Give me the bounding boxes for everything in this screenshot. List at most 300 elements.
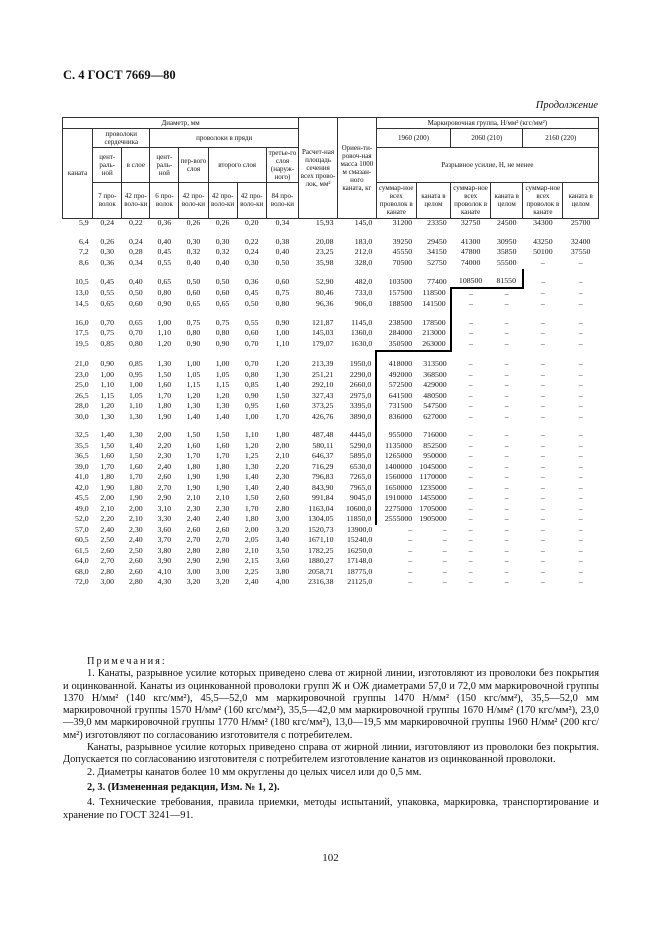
- table-cell: 0,34: [128, 257, 143, 267]
- table-cell: 188500: [388, 299, 413, 309]
- table-cell: 1,05: [128, 390, 143, 400]
- table-cell: 955000: [388, 430, 413, 440]
- table-cell: 0,75: [215, 317, 230, 327]
- table-cell: 1455000: [419, 493, 447, 503]
- table-cell: 1,00: [275, 328, 290, 338]
- table-cell: –: [578, 299, 583, 309]
- table-cell: 2,10: [215, 493, 230, 503]
- table-cell: –: [540, 514, 545, 524]
- table-cell: 3,90: [157, 556, 172, 566]
- table-cell: 1,90: [100, 482, 115, 492]
- table-cell: 2275000: [384, 503, 413, 513]
- table-cell: –: [504, 380, 509, 390]
- table-cell: –: [469, 339, 474, 349]
- table-cell: 1671,10: [308, 535, 334, 545]
- table-cell: 1,50: [186, 430, 201, 440]
- table-cell: 68,0: [75, 566, 89, 576]
- table-cell: 3,80: [157, 545, 172, 555]
- table-cell: –: [578, 369, 583, 379]
- table-cell: 1,00: [244, 411, 259, 421]
- table-row: [63, 578, 599, 589]
- table-cell: 1,30: [186, 401, 201, 411]
- table-cell: –: [578, 430, 583, 440]
- table-cell: –: [504, 369, 509, 379]
- table-cell: 2,70: [157, 482, 172, 492]
- table-cell: 1520,73: [308, 524, 334, 534]
- table-cell: 14,5: [75, 299, 89, 309]
- table-cell: –: [540, 401, 545, 411]
- table-cell: 1,50: [275, 390, 290, 400]
- table-cell: 0,28: [128, 247, 143, 257]
- table-cell: –: [578, 566, 583, 576]
- th-kanata: каната: [63, 129, 93, 218]
- table-cell: 183,0: [354, 236, 373, 246]
- table-cell: 0,75: [275, 288, 290, 298]
- table-cell: 0,40: [275, 247, 290, 257]
- table-cell: 2,00: [100, 493, 115, 503]
- table-cell: 45,5: [75, 493, 89, 503]
- th-force: Разрывное усилие, Н, не менее: [376, 148, 598, 183]
- table-cell: 10600,0: [337, 504, 376, 515]
- table-cell: 0,40: [157, 236, 172, 246]
- table-cell: 0,36: [157, 218, 172, 228]
- table-cell: 1,60: [100, 451, 115, 461]
- table-cell: –: [540, 359, 545, 369]
- table-cell: 1,40: [186, 411, 201, 421]
- table-cell: 0,36: [100, 257, 115, 267]
- table-row: [63, 567, 599, 578]
- table-cell: 2,60: [186, 524, 201, 534]
- table-row: [63, 536, 599, 547]
- table-cell: 3,60: [157, 524, 172, 534]
- table-cell: 212,0: [354, 247, 373, 257]
- table-cell: 991,84: [312, 493, 334, 503]
- th-first-layer: пер-вого слоя: [179, 148, 208, 183]
- table-cell: 3,00: [100, 577, 115, 587]
- table-cell: 251,21: [312, 369, 334, 379]
- table-cell: –: [504, 430, 509, 440]
- table-cell: 0,24: [100, 218, 115, 228]
- table-cell: 1163,04: [308, 503, 334, 513]
- table-cell: 3,00: [215, 566, 230, 576]
- table-cell: 17,5: [75, 328, 89, 338]
- table-cell: 373,25: [312, 401, 334, 411]
- table-cell: 0,30: [244, 257, 259, 267]
- table-cell: 1,00: [100, 369, 115, 379]
- table-cell: 2,20: [157, 440, 172, 450]
- table-cell: –: [578, 545, 583, 555]
- th-wire-count: 42 про-воло-ки: [208, 183, 237, 218]
- th-strand: проволоки в пряди: [150, 129, 299, 148]
- table-cell: –: [504, 299, 509, 309]
- table-cell: 0,26: [215, 218, 230, 228]
- table-cell: 5895,0: [337, 452, 376, 463]
- table-body: [63, 218, 599, 588]
- table-cell: 9045,0: [337, 494, 376, 505]
- table-header: [63, 118, 599, 219]
- table-row: [63, 441, 599, 452]
- table-cell: –: [540, 577, 545, 587]
- table-cell: –: [408, 577, 413, 587]
- table-cell: 0,65: [215, 299, 230, 309]
- table-cell: 1,20: [157, 339, 172, 349]
- table-cell: 2,60: [215, 524, 230, 534]
- table-cell: 3,20: [275, 524, 290, 534]
- table-cell: 11850,0: [337, 515, 376, 526]
- table-cell: 0,60: [186, 288, 201, 298]
- table-row: [63, 557, 599, 568]
- table-cell: 43250: [533, 236, 553, 246]
- table-cell: 0,85: [100, 339, 115, 349]
- table-cell: 2,00: [244, 524, 259, 534]
- table-cell: 35,5: [75, 440, 89, 450]
- table-cell: –: [540, 472, 545, 482]
- table-row: [63, 218, 599, 229]
- table-cell: 2,90: [157, 493, 172, 503]
- table-row: [63, 525, 599, 536]
- table-cell: 1,90: [215, 472, 230, 482]
- table-cell: 20,08: [315, 236, 334, 246]
- table-cell: 2,60: [100, 545, 115, 555]
- continuation-label: Продолжение: [535, 100, 598, 111]
- table-cell: –: [468, 514, 473, 524]
- table-cell: –: [442, 524, 447, 534]
- table-cell: 1,00: [186, 359, 201, 369]
- table-cell: –: [540, 328, 545, 338]
- table-cell: 2058,71: [308, 566, 334, 576]
- table-cell: 1910000: [384, 493, 413, 503]
- table-cell: 30950: [496, 236, 517, 246]
- table-cell: 0,55: [244, 317, 259, 327]
- table-cell: 0,95: [244, 401, 259, 411]
- th-wire-count: 42 про-воло-ки: [179, 183, 208, 218]
- table-cell: 26,5: [75, 390, 89, 400]
- table-cell: 2,00: [128, 503, 143, 513]
- table-cell: 487,48: [312, 430, 334, 440]
- table-cell: 42,0: [75, 482, 89, 492]
- table-cell: 0,80: [244, 369, 259, 379]
- table-cell: 121,87: [312, 317, 334, 327]
- table-cell: 0,26: [100, 236, 115, 246]
- table-cell: 45550: [392, 247, 413, 257]
- table-cell: 2975,0: [337, 391, 376, 402]
- table-cell: –: [468, 430, 473, 440]
- table-cell: –: [578, 493, 583, 503]
- th-wire-count: 84 про-воло-ки: [266, 183, 298, 218]
- table-cell: 547500: [423, 401, 447, 411]
- table-cell: –: [469, 317, 474, 327]
- table-cell: 0,55: [157, 257, 172, 267]
- table-cell: –: [468, 493, 473, 503]
- table-cell: 1,20: [186, 390, 201, 400]
- table-cell: 72,0: [75, 577, 89, 587]
- table-row: [63, 248, 599, 259]
- table-cell: 1235000: [419, 482, 447, 492]
- table-cell: –: [504, 339, 509, 349]
- table-cell: 1,40: [100, 430, 115, 440]
- th-area: Расчет-ная площадь сечения всех прово-лок, мм²: [299, 118, 338, 219]
- table-cell: 350500: [376, 339, 416, 351]
- table-cell: 25,0: [75, 380, 89, 390]
- table-cell: 35850: [496, 247, 517, 257]
- table-cell: 1045000: [419, 461, 447, 471]
- table-cell: –: [504, 524, 509, 534]
- table-cell: 0,32: [215, 247, 230, 257]
- table-cell: 1,60: [128, 461, 143, 471]
- th-wire-count: 42 про-воло-ки: [237, 183, 266, 218]
- table-cell: –: [468, 577, 473, 587]
- table-cell: 2,80: [186, 545, 201, 555]
- table-cell: 1,70: [215, 451, 230, 461]
- table-cell: –: [578, 390, 583, 400]
- table-row: [63, 288, 599, 300]
- table-cell: 24500: [496, 218, 517, 228]
- table-cell: –: [442, 577, 447, 587]
- table-cell: 3,00: [186, 566, 201, 576]
- notes: [63, 656, 599, 822]
- table-cell: 2,30: [157, 451, 172, 461]
- table-cell: –: [504, 411, 509, 421]
- table-cell: 0,75: [186, 317, 201, 327]
- table-cell: –: [442, 545, 447, 555]
- table-cell: 1,15: [100, 390, 115, 400]
- table-row: [63, 546, 599, 557]
- table-cell: 2,00: [157, 430, 172, 440]
- table-cell: 34300: [533, 218, 553, 228]
- table-cell: –: [468, 440, 473, 450]
- table-cell: 2660,0: [337, 381, 376, 392]
- table-row: [63, 412, 599, 423]
- table-cell: 2,60: [157, 472, 172, 482]
- table-cell: –: [578, 328, 583, 338]
- table-cell: –: [540, 257, 545, 267]
- table-cell: 1,15: [186, 380, 201, 390]
- table-cell: –: [540, 317, 545, 327]
- table-cell: 70500: [392, 257, 413, 267]
- table-cell: 1,70: [157, 390, 172, 400]
- table-cell: 39250: [392, 236, 413, 246]
- th-g2160: 2160 (220): [523, 129, 599, 148]
- table-row: [63, 339, 599, 351]
- th-g1960: 1960 (200): [376, 129, 450, 148]
- table-row: [63, 258, 599, 269]
- table-cell: –: [540, 503, 545, 513]
- table-cell: 7,2: [78, 247, 89, 257]
- th-in-layer: в слое: [122, 148, 150, 183]
- th-whole-1960: каната в целом: [416, 183, 451, 218]
- table-cell: 39,0: [75, 461, 89, 471]
- table-cell: 313500: [423, 359, 447, 369]
- table-row: [63, 483, 599, 494]
- table-cell: 1,10: [157, 328, 172, 338]
- table-cell: 28,0: [75, 401, 89, 411]
- table-cell: 1,50: [157, 369, 172, 379]
- table-cell: 60,5: [75, 535, 89, 545]
- table-cell: 1,20: [244, 440, 259, 450]
- table-cell: 0,50: [244, 299, 259, 309]
- table-cell: 4445,0: [337, 431, 376, 442]
- table-cell: –: [578, 524, 583, 534]
- table-cell: –: [578, 556, 583, 566]
- table-cell: 6,4: [78, 236, 89, 246]
- table-cell: –: [504, 451, 509, 461]
- table-cell: –: [578, 317, 583, 327]
- table-cell: 157500: [388, 288, 413, 298]
- table-cell: 0,80: [275, 299, 290, 309]
- table-row: [63, 318, 599, 329]
- table-cell: 1950,0: [337, 360, 376, 371]
- th-second-layer: второго слоя: [208, 148, 266, 183]
- table-cell: –: [442, 535, 447, 545]
- table-cell: 2,40: [275, 482, 290, 492]
- table-cell: –: [578, 503, 583, 513]
- table-cell: 368500: [423, 369, 447, 379]
- table-cell: 25700: [570, 218, 591, 228]
- table-cell: 13900,0: [346, 524, 373, 534]
- table-cell: 3,20: [215, 577, 230, 587]
- table-cell: 2290,0: [337, 370, 376, 381]
- table-cell: 1,90: [128, 493, 143, 503]
- table-cell: 1,80: [275, 430, 290, 440]
- table-cell: –: [504, 401, 509, 411]
- table-cell: 1,30: [128, 430, 143, 440]
- table-cell: 1,30: [128, 411, 143, 421]
- rope-parameters-table: [62, 117, 599, 588]
- table-cell: 41,0: [75, 472, 89, 482]
- table-cell: 1,70: [100, 461, 115, 471]
- table-cell: 2,70: [186, 535, 201, 545]
- table-row: [63, 277, 599, 289]
- table-cell: 0,70: [128, 328, 143, 338]
- table-cell: 1,30: [100, 411, 115, 421]
- table-cell: 2,90: [215, 556, 230, 566]
- table-cell: 716000: [423, 430, 447, 440]
- table-cell: –: [468, 380, 473, 390]
- table-cell: 1,50: [215, 430, 230, 440]
- table-cell: –: [541, 276, 546, 286]
- th-mass: Ориен-ти-ровоч-ная масса 1000 м смазан-ного каната, кг: [337, 118, 376, 219]
- table-cell: 1,70: [244, 503, 259, 513]
- table-cell: 3,00: [275, 514, 290, 524]
- table-cell: 61,5: [75, 545, 89, 555]
- table-cell: 641500: [388, 390, 413, 400]
- table-cell: 2,10: [244, 545, 259, 555]
- table-cell: 1,80: [186, 461, 201, 471]
- table-row: [63, 494, 599, 505]
- table-cell: 1,05: [186, 369, 201, 379]
- table-cell: 74000: [460, 257, 481, 267]
- row-gap: [63, 310, 599, 318]
- table-cell: 2,80: [100, 566, 115, 576]
- table-cell: 0,36: [244, 276, 259, 286]
- table-cell: –: [408, 524, 413, 534]
- table-cell: 2,40: [186, 514, 201, 524]
- table-cell: 50100: [533, 247, 553, 257]
- table-cell: 1905000: [419, 514, 447, 524]
- table-cell: –: [540, 369, 545, 379]
- table-row: [63, 473, 599, 484]
- table-cell: –: [540, 545, 545, 555]
- table-cell: 3,30: [157, 514, 172, 524]
- table-cell: –: [504, 288, 509, 298]
- table-cell: 2,00: [275, 440, 290, 450]
- table-cell: 0,85: [244, 380, 259, 390]
- table-cell: 3,60: [275, 556, 290, 566]
- table-cell: –: [504, 577, 509, 587]
- table-cell: 0,30: [215, 236, 230, 246]
- table-cell: –: [468, 545, 473, 555]
- table-cell: 0,60: [215, 288, 230, 298]
- table-cell: 3,50: [275, 545, 290, 555]
- table-cell: –: [540, 535, 545, 545]
- table-cell: 2,30: [128, 524, 143, 534]
- table-cell: 1,00: [157, 317, 172, 327]
- table-cell: 23,25: [315, 247, 334, 257]
- table-cell: –: [468, 566, 473, 576]
- table-cell: 32,5: [75, 430, 89, 440]
- note-1: 1. Канаты, разрывное усилие которых приведено слева от жирной линии, изготовляют из проволоки без покрытия и оцинкованной. Канаты из оцинкованной проволоки групп Ж и ОЖ диаметрами 57,0 и 72,0 мм маркировочной группы 1370 Н/мм² (140 кгс/мм²), 45,5—52,0 мм маркировочной группы 1470 Н/мм² (150 кгс/мм²), 35,5—52,0 мм маркировочной группы 1570 Н/мм² (160 кгс/мм²), 35,5—42,0 мм маркировочной группы 1670 Н/мм² (170 кгс/мм²), 23,0—39,0 мм маркировочной группы 1770 Н/мм² (180 кгс/мм²), 13,0—19,5 мм маркировочной группы 1960 Н/мм² (200 кгс/мм²) изготовляют по согласованию изготовителя с потребителем.: [63, 668, 599, 741]
- table-cell: –: [468, 472, 473, 482]
- table-cell: 716,29: [312, 461, 334, 471]
- table-cell: –: [504, 514, 509, 524]
- table-cell: 646,37: [312, 451, 334, 461]
- table-cell: 1,40: [128, 440, 143, 450]
- table-cell: 0,95: [128, 369, 143, 379]
- table-cell: 81550: [491, 277, 523, 289]
- table-cell: –: [540, 380, 545, 390]
- table-cell: –: [504, 472, 509, 482]
- table-cell: 0,85: [128, 359, 143, 369]
- table-cell: 1,40: [275, 380, 290, 390]
- table-cell: –: [504, 328, 509, 338]
- table-cell: –: [408, 556, 413, 566]
- table-cell: –: [504, 545, 509, 555]
- table-cell: 3,80: [275, 566, 290, 576]
- table-cell: 492000: [388, 369, 413, 379]
- table-cell: 103500: [388, 276, 413, 286]
- table-cell: 0,80: [215, 328, 230, 338]
- table-cell: 213,39: [312, 359, 334, 369]
- th-sum-1960: суммар-ное всех проволок в канате: [376, 183, 416, 218]
- table-cell: 1,50: [128, 451, 143, 461]
- table-cell: 0,90: [100, 359, 115, 369]
- table-cell: –: [578, 514, 583, 524]
- table-cell: 2,90: [186, 556, 201, 566]
- table-cell: 47800: [460, 247, 481, 257]
- table-cell: 1,60: [186, 440, 201, 450]
- th-sum-2060: суммар-ное всех проволок в канате: [451, 183, 491, 218]
- table-cell: 0,75: [100, 328, 115, 338]
- table-cell: 1,50: [244, 493, 259, 503]
- table-cell: 0,50: [275, 257, 290, 267]
- table-cell: –: [578, 535, 583, 545]
- table-cell: 213000: [416, 329, 451, 340]
- table-cell: 0,26: [186, 218, 201, 228]
- th-wire-count: 42 про-воло-ки: [122, 183, 150, 218]
- table-cell: 31200: [392, 218, 413, 228]
- row-gap: [63, 269, 599, 277]
- table-cell: 0,65: [128, 317, 143, 327]
- table-cell: –: [504, 535, 509, 545]
- table-cell: 1,70: [186, 451, 201, 461]
- table-cell: 950000: [423, 451, 447, 461]
- table-cell: 2,40: [157, 461, 172, 471]
- table-cell: 1,10: [100, 380, 115, 390]
- table-cell: 1560000: [384, 472, 413, 482]
- table-cell: –: [540, 524, 545, 534]
- page-number: 102: [322, 852, 339, 864]
- table-cell: 852500: [423, 440, 447, 450]
